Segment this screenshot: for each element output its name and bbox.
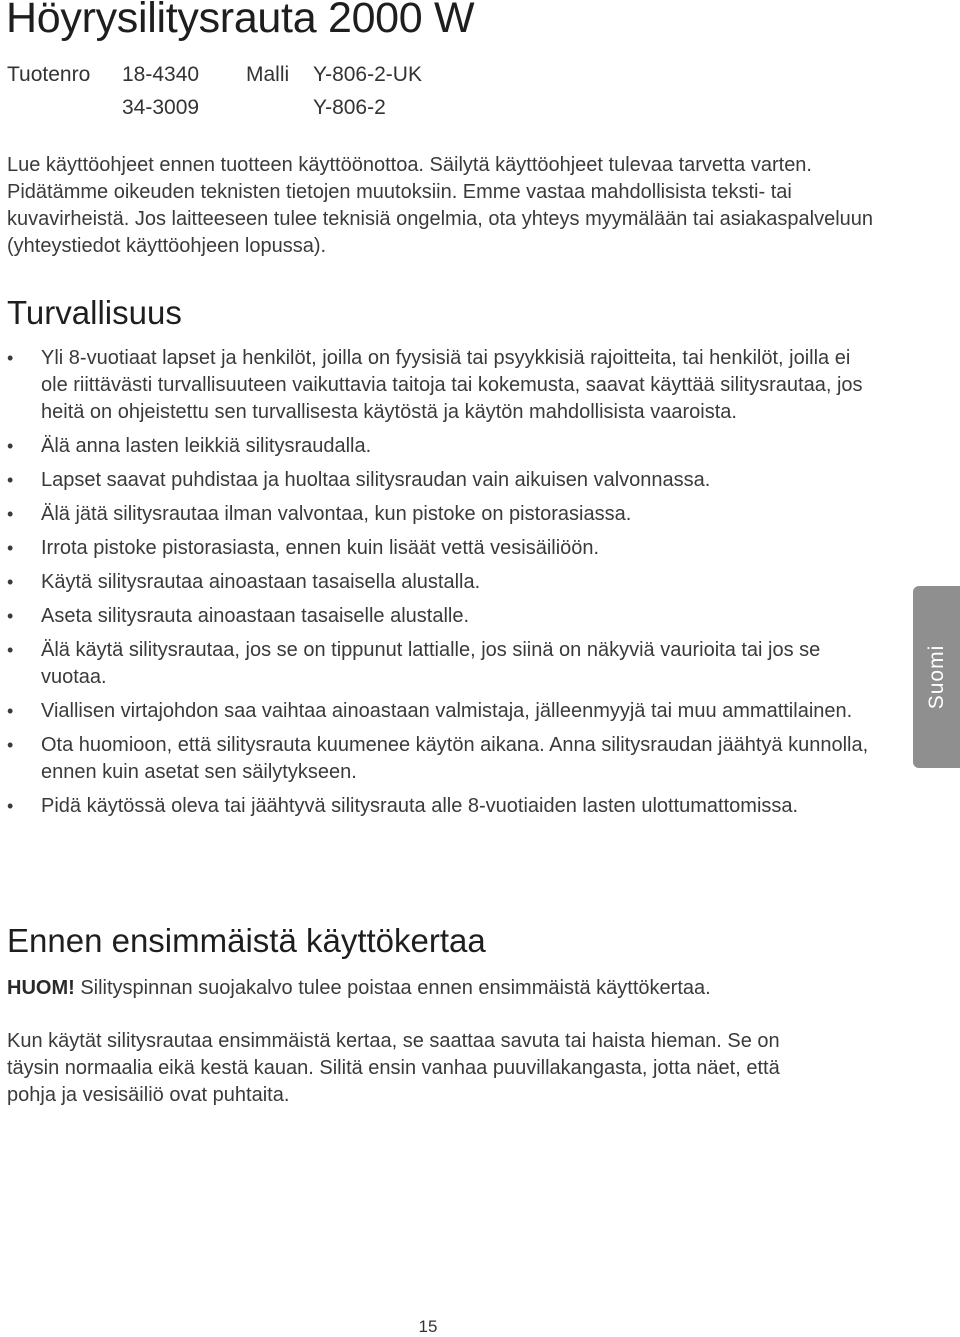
list-item-text: Pidä käytössä oleva tai jäähtyvä silitysrauta alle 8-vuotiaiden lasten ulottumattomissa.: [41, 795, 799, 817]
first-use-heading: Ennen ensimmäistä käyttökertaa: [7, 922, 486, 959]
model-label: Malli: [246, 63, 290, 86]
safety-list: [7, 345, 877, 827]
list-item: [7, 603, 877, 630]
list-item-text: Aseta silitysrauta ainoastaan tasaiselle alustalle.: [41, 605, 470, 627]
bullet-icon: •: [7, 640, 14, 660]
bullet-icon: •: [7, 348, 14, 368]
list-item-text: Irrota pistoke pistorasiasta, ennen kuin lisäät vettä vesisäiliöön.: [41, 537, 600, 559]
list-item: [7, 793, 877, 820]
article-number-label: Tuotenro: [7, 63, 91, 86]
bullet-icon: •: [7, 701, 14, 721]
page-title: Höyrysilitysrauta 2000 W: [6, 0, 475, 42]
bullet-icon: •: [7, 538, 14, 558]
list-item: [7, 501, 877, 528]
note-label: HUOM!: [7, 977, 75, 999]
list-item: [7, 698, 877, 725]
list-item: [7, 637, 877, 691]
list-item: [7, 467, 877, 494]
language-tab-label: Suomi: [924, 644, 948, 710]
list-item-text: Käytä silitysrautaa ainoastaan tasaisella alustalla.: [41, 571, 481, 593]
bullet-icon: •: [7, 572, 14, 592]
list-item: [7, 732, 877, 786]
article-number: 18-4340: [122, 63, 200, 86]
list-item-text: Lapset saavat puhdistaa ja huoltaa silitysraudan vain aikuisen valvonnassa.: [41, 469, 711, 491]
note-text: Silityspinnan suojakalvo tulee poistaa ennen ensimmäistä käyttökertaa.: [74, 977, 711, 999]
list-item-text: Älä anna lasten leikkiä silitysraudalla.: [41, 435, 372, 457]
bullet-icon: •: [7, 796, 14, 816]
bullet-icon: •: [7, 470, 14, 490]
model-number: Y-806-2: [313, 96, 386, 119]
note-paragraph: [7, 975, 711, 1002]
list-item-text: Viallisen virtajohdon saa vaihtaa ainoastaan valmistaja, jälleenmyyjä tai muu ammattilainen.: [41, 700, 853, 722]
list-item: [7, 433, 877, 460]
article-number: 34-3009: [122, 96, 200, 119]
bullet-icon: •: [7, 436, 14, 456]
safety-heading: Turvallisuus: [7, 294, 182, 331]
first-use-paragraph: Kun käytät silitysrautaa ensimmäistä kertaa, se saattaa savuta tai haista hieman. Se on täysin normaalia eikä kestä kauan. Silitä ensin vanhaa puuvillakangasta, jotta näet, että pohja ja vesisäiliö ovat puhtaita.: [7, 1030, 780, 1106]
intro-paragraph: Lue käyttöohjeet ennen tuotteen käyttöönottoa. Säilytä käyttöohjeet tulevaa tarvetta varten. Pidätämme oikeuden teknisten tietojen muutoksiin. Emme vastaa mahdollisista teksti- tai kuvavirheistä. Jos laitteeseen tulee teknisiä ongelmia, ota yhteys myymälään tai asiakaspalveluun (yhteystiedot käyttöohjeen lopussa).: [7, 154, 874, 257]
list-item: [7, 535, 877, 562]
list-item-text: Älä käytä silitysrautaa, jos se on tippunut lattialle, jos siinä on näkyviä vaurioita tai jos se vuotaa.: [41, 639, 821, 688]
language-tab: [913, 586, 960, 768]
list-item: [7, 569, 877, 596]
model-number: Y-806-2-UK: [313, 63, 422, 86]
bullet-icon: •: [7, 504, 14, 524]
list-item-text: Yli 8-vuotiaat lapset ja henkilöt, joilla on fyysisiä tai psyykkisiä rajoitteita, tai henkilöt, joilla ei ole riittävästi turvallisuuteen vaikuttavia taitoja tai kokemusta, saavat käyttää silitysrautaa, jos heitä on ohjeistettu sen turvallisesta käytöstä ja käytön mahdollisista vaaroista.: [41, 347, 863, 423]
list-item-text: Ota huomioon, että silitysrauta kuumenee käytön aikana. Anna silitysraudan jäähtyä kunnolla, ennen kuin asetat sen säilytykseen.: [41, 734, 869, 783]
bullet-icon: •: [7, 735, 14, 755]
bullet-icon: •: [7, 606, 14, 626]
list-item: [7, 345, 877, 426]
page-number: 15: [418, 1317, 438, 1336]
list-item-text: Älä jätä silitysrautaa ilman valvontaa, kun pistoke on pistorasiassa.: [41, 503, 632, 525]
